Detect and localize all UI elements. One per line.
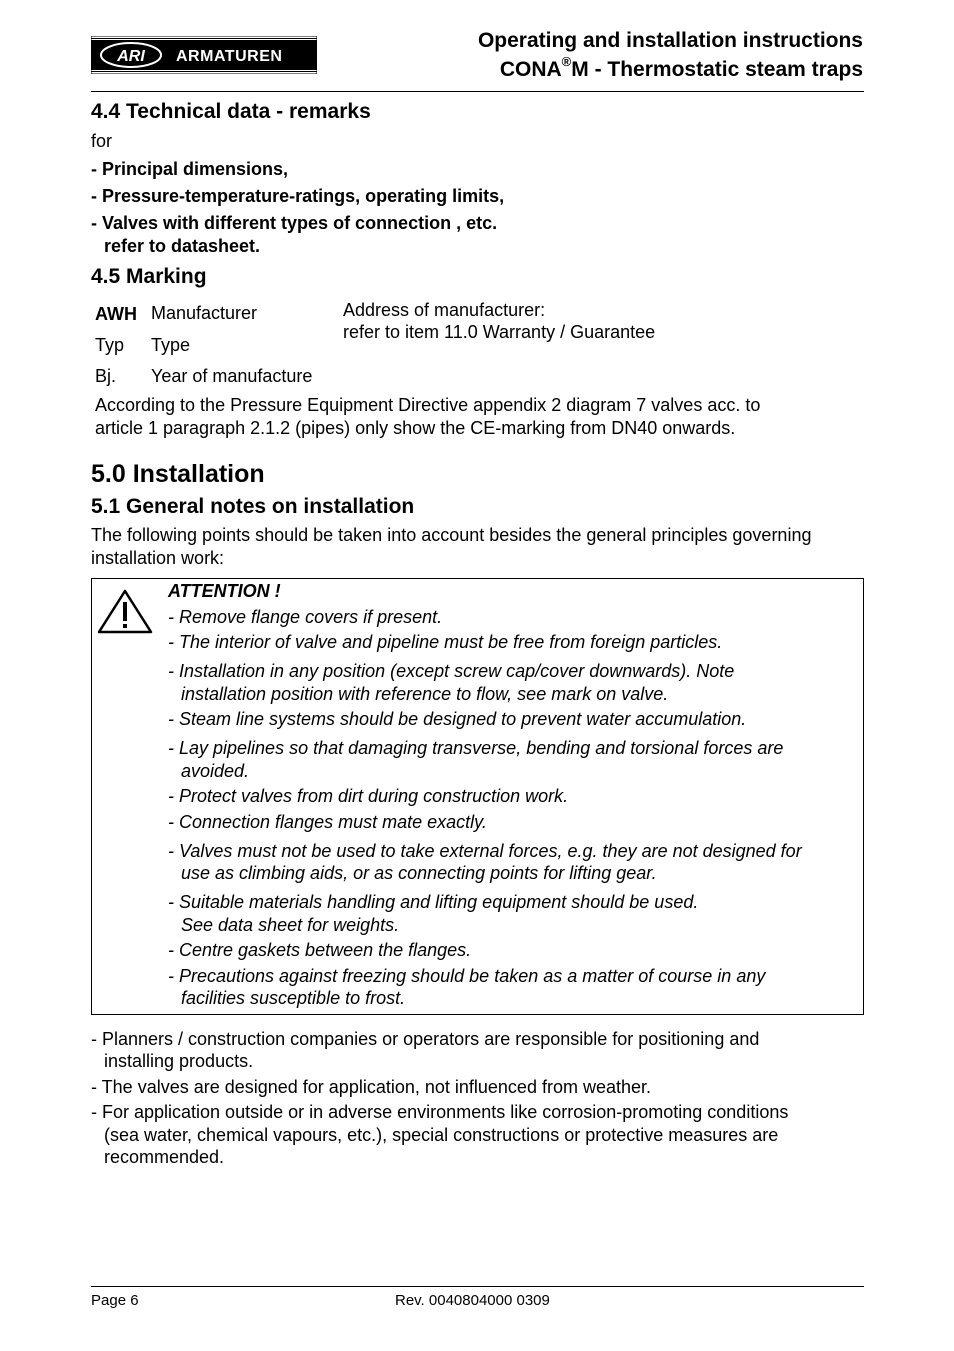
intro-text: installation work: — [91, 548, 225, 568]
note-item-continuation: recommended. — [104, 1147, 225, 1167]
product-name: CONA — [499, 58, 562, 81]
attention-item-continuation: installation position with reference to flow, see mark on valve. — [181, 684, 669, 704]
list-item: - Pressure-temperature-ratings, operating limits, — [91, 186, 505, 206]
heading-4-5: 4.5 Marking — [91, 265, 207, 288]
directive-text: According to the Pressure Equipment Directive appendix 2 diagram 7 valves acc. to — [95, 395, 761, 415]
warning-triangle-icon — [96, 588, 154, 636]
manufacturer-address-label: Address of manufacturer: — [343, 300, 546, 320]
title-line-1: Operating and installation instructions — [477, 29, 863, 52]
svg-text:ARMATUREN: ARMATUREN — [176, 48, 283, 65]
attention-item: - Steam line systems should be designed to prevent water accumulation. — [168, 709, 747, 729]
header-rule — [91, 91, 864, 92]
attention-item: - Remove flange covers if present. — [168, 607, 443, 627]
list-item: - Valves with different types of connection , etc. — [91, 213, 498, 233]
document-title — [478, 26, 863, 84]
footer-rule — [91, 1286, 864, 1287]
note-item: - The valves are designed for application, not influenced from weather. — [91, 1077, 651, 1097]
attention-item: - Lay pipelines so that damaging transverse, bending and torsional forces are — [168, 738, 784, 758]
note-item: - Planners / construction companies or operators are responsible for positioning and — [91, 1029, 760, 1049]
attention-item: - Precautions against freezing should be taken as a matter of course in any — [168, 966, 766, 986]
heading-5-1: 5.1 General notes on installation — [91, 495, 415, 518]
heading-4-4: 4.4 Technical data - remarks — [91, 100, 371, 123]
attention-item: - Suitable materials handling and lifting equipment should be used. — [168, 892, 699, 912]
attention-item-continuation: See data sheet for weights. — [181, 915, 400, 935]
attention-item: - Valves must not be used to take external forces, e.g. they are not designed for — [168, 841, 802, 861]
attention-title: ATTENTION ! — [168, 581, 281, 601]
title-line-2 — [478, 55, 863, 84]
product-subtitle: M - Thermostatic steam traps — [571, 58, 863, 81]
intro-text: for — [91, 131, 113, 151]
attention-item: - Protect valves from dirt during construction work. — [168, 786, 569, 806]
svg-text:ARI: ARI — [117, 48, 145, 65]
intro-text: The following points should be taken into account besides the general principles governing — [91, 525, 812, 545]
marking-description: Type — [151, 335, 191, 355]
page-number: Page 6 — [91, 1292, 139, 1309]
marking-code: Typ — [95, 335, 125, 355]
marking-description: Manufacturer — [151, 303, 258, 323]
list-item: - Principal dimensions, — [91, 159, 289, 179]
revision-number: Rev. 0040804000 0309 — [395, 1292, 550, 1309]
attention-item-continuation: facilities susceptible to frost. — [181, 988, 406, 1008]
registered-mark: ® — [561, 54, 572, 69]
marking-code: Bj. — [95, 366, 117, 386]
attention-item: - Centre gaskets between the flanges. — [168, 940, 472, 960]
note-item-continuation: (sea water, chemical vapours, etc.), special constructions or protective measures are — [104, 1125, 779, 1145]
note-item-continuation: installing products. — [104, 1051, 254, 1071]
manufacturer-address-reference: refer to item 11.0 Warranty / Guarantee — [343, 322, 656, 342]
directive-text: article 1 paragraph 2.1.2 (pipes) only show the CE-marking from DN40 onwards. — [95, 418, 736, 438]
attention-item-continuation: use as climbing aids, or as connecting points for lifting gear. — [181, 863, 657, 883]
refer-datasheet-text: refer to datasheet. — [104, 236, 261, 256]
ari-armaturen-logo — [91, 36, 317, 74]
attention-item-continuation: avoided. — [181, 761, 250, 781]
marking-code: AWH — [95, 304, 137, 324]
attention-item: - Installation in any position (except screw cap/cover downwards). Note — [168, 661, 735, 681]
attention-item: - The interior of valve and pipeline must be free from foreign particles. — [168, 632, 723, 652]
marking-description: Year of manufacture — [151, 366, 313, 386]
heading-5-0: 5.0 Installation — [91, 460, 265, 488]
attention-item: - Connection flanges must mate exactly. — [168, 812, 487, 832]
note-item: - For application outside or in adverse environments like corrosion-promoting conditions — [91, 1102, 789, 1122]
